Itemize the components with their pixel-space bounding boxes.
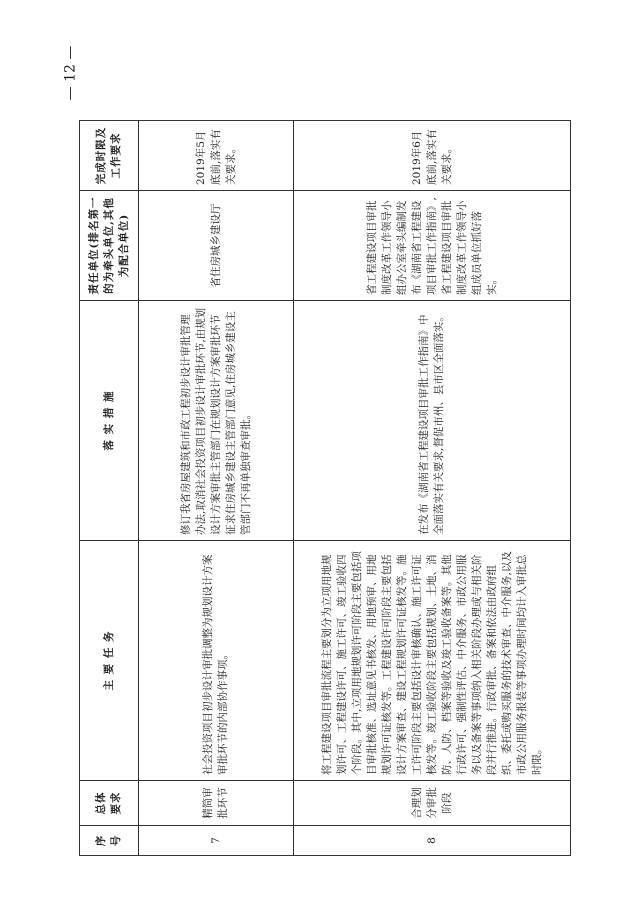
- row-deadline: 2019年5月底前,落实有关要求。: [139, 121, 294, 191]
- row-task: 社会投资项目初步设计审批调整为规划设计方案审批环节的内部协作事项。: [139, 541, 294, 781]
- page-number: — 12 —: [62, 45, 78, 101]
- reform-task-table: [79, 120, 571, 856]
- header-overall: 总体要求: [80, 781, 139, 826]
- header-task: 主 要 任 务: [80, 541, 139, 781]
- row-no: 7: [139, 826, 294, 856]
- row-deadline: 2019年6月底前,落实有关要求。: [294, 121, 571, 191]
- row-responsible: 省工程建设项目审批制度改革工作领导小组办公室牵头编制发布《湖南省工程建设项目审批工作指南》,省工程建设项目审批制度改革工作领导小组成员单位抓好落实。: [294, 191, 571, 301]
- row-no: 8: [294, 826, 571, 856]
- header-responsible: 责任单位(排名第一的为牵头单位,其他为配合单位): [80, 191, 139, 301]
- rotated-table: [79, 121, 564, 856]
- row-overall: 合理划分审批阶段: [294, 781, 571, 826]
- header-no: 序号: [80, 826, 139, 856]
- header-deadline: 完成时限及工作要求: [80, 121, 139, 191]
- header-measures: 落 实 措 施: [80, 301, 139, 541]
- row-overall: 精简审批环节: [139, 781, 294, 826]
- row-task: 将工程建设项目审批流程主要划分为立项用地规划许可、工程建设许可、施工许可、竣工验收四个阶段。其中,立项用地规划许可阶段主要包括项目审批核准、选址意见书核发、用地预审、用地规划许可证核发等。工程建设许可阶段主要包括设计方案审查、建设工程规划许可证核发等。施工许可阶段主要包括设计审核确认、施工许可证核发等。竣工验收阶段主要包括规划、土地、消防、人防、档案等验收及竣工验收备案等。其他行政许可、强制性评估、中介服务、市政公用服务以及备案等事项纳入相关阶段办理或与相关阶段并行推进。行政审批、备案和依法由政府组织、委托或购买服务的技术审查、中介服务,以及市政公用服务报装等事项办理时间均计入审批总时限。: [294, 541, 571, 781]
- table-row: [139, 121, 294, 856]
- row-responsible: 省住房城乡建设厅: [139, 191, 294, 301]
- table-header-row: [80, 121, 139, 856]
- row-measures: 修订我省房屋建筑和市政工程初步设计审批管理办法,取消社会投资项目初步设计审批环节,由规划设计方案审批主管部门在规划设计方案审批环节征求住房城乡建设主管部门意见,住房城乡建设主管部门不再单独审查审批。: [139, 301, 294, 541]
- row-measures: 在发布《湖南省工程建设项目审批工作指南》中全面落实有关要求,督促市州、县市区全面落实。: [294, 301, 571, 541]
- table-row: [294, 121, 571, 856]
